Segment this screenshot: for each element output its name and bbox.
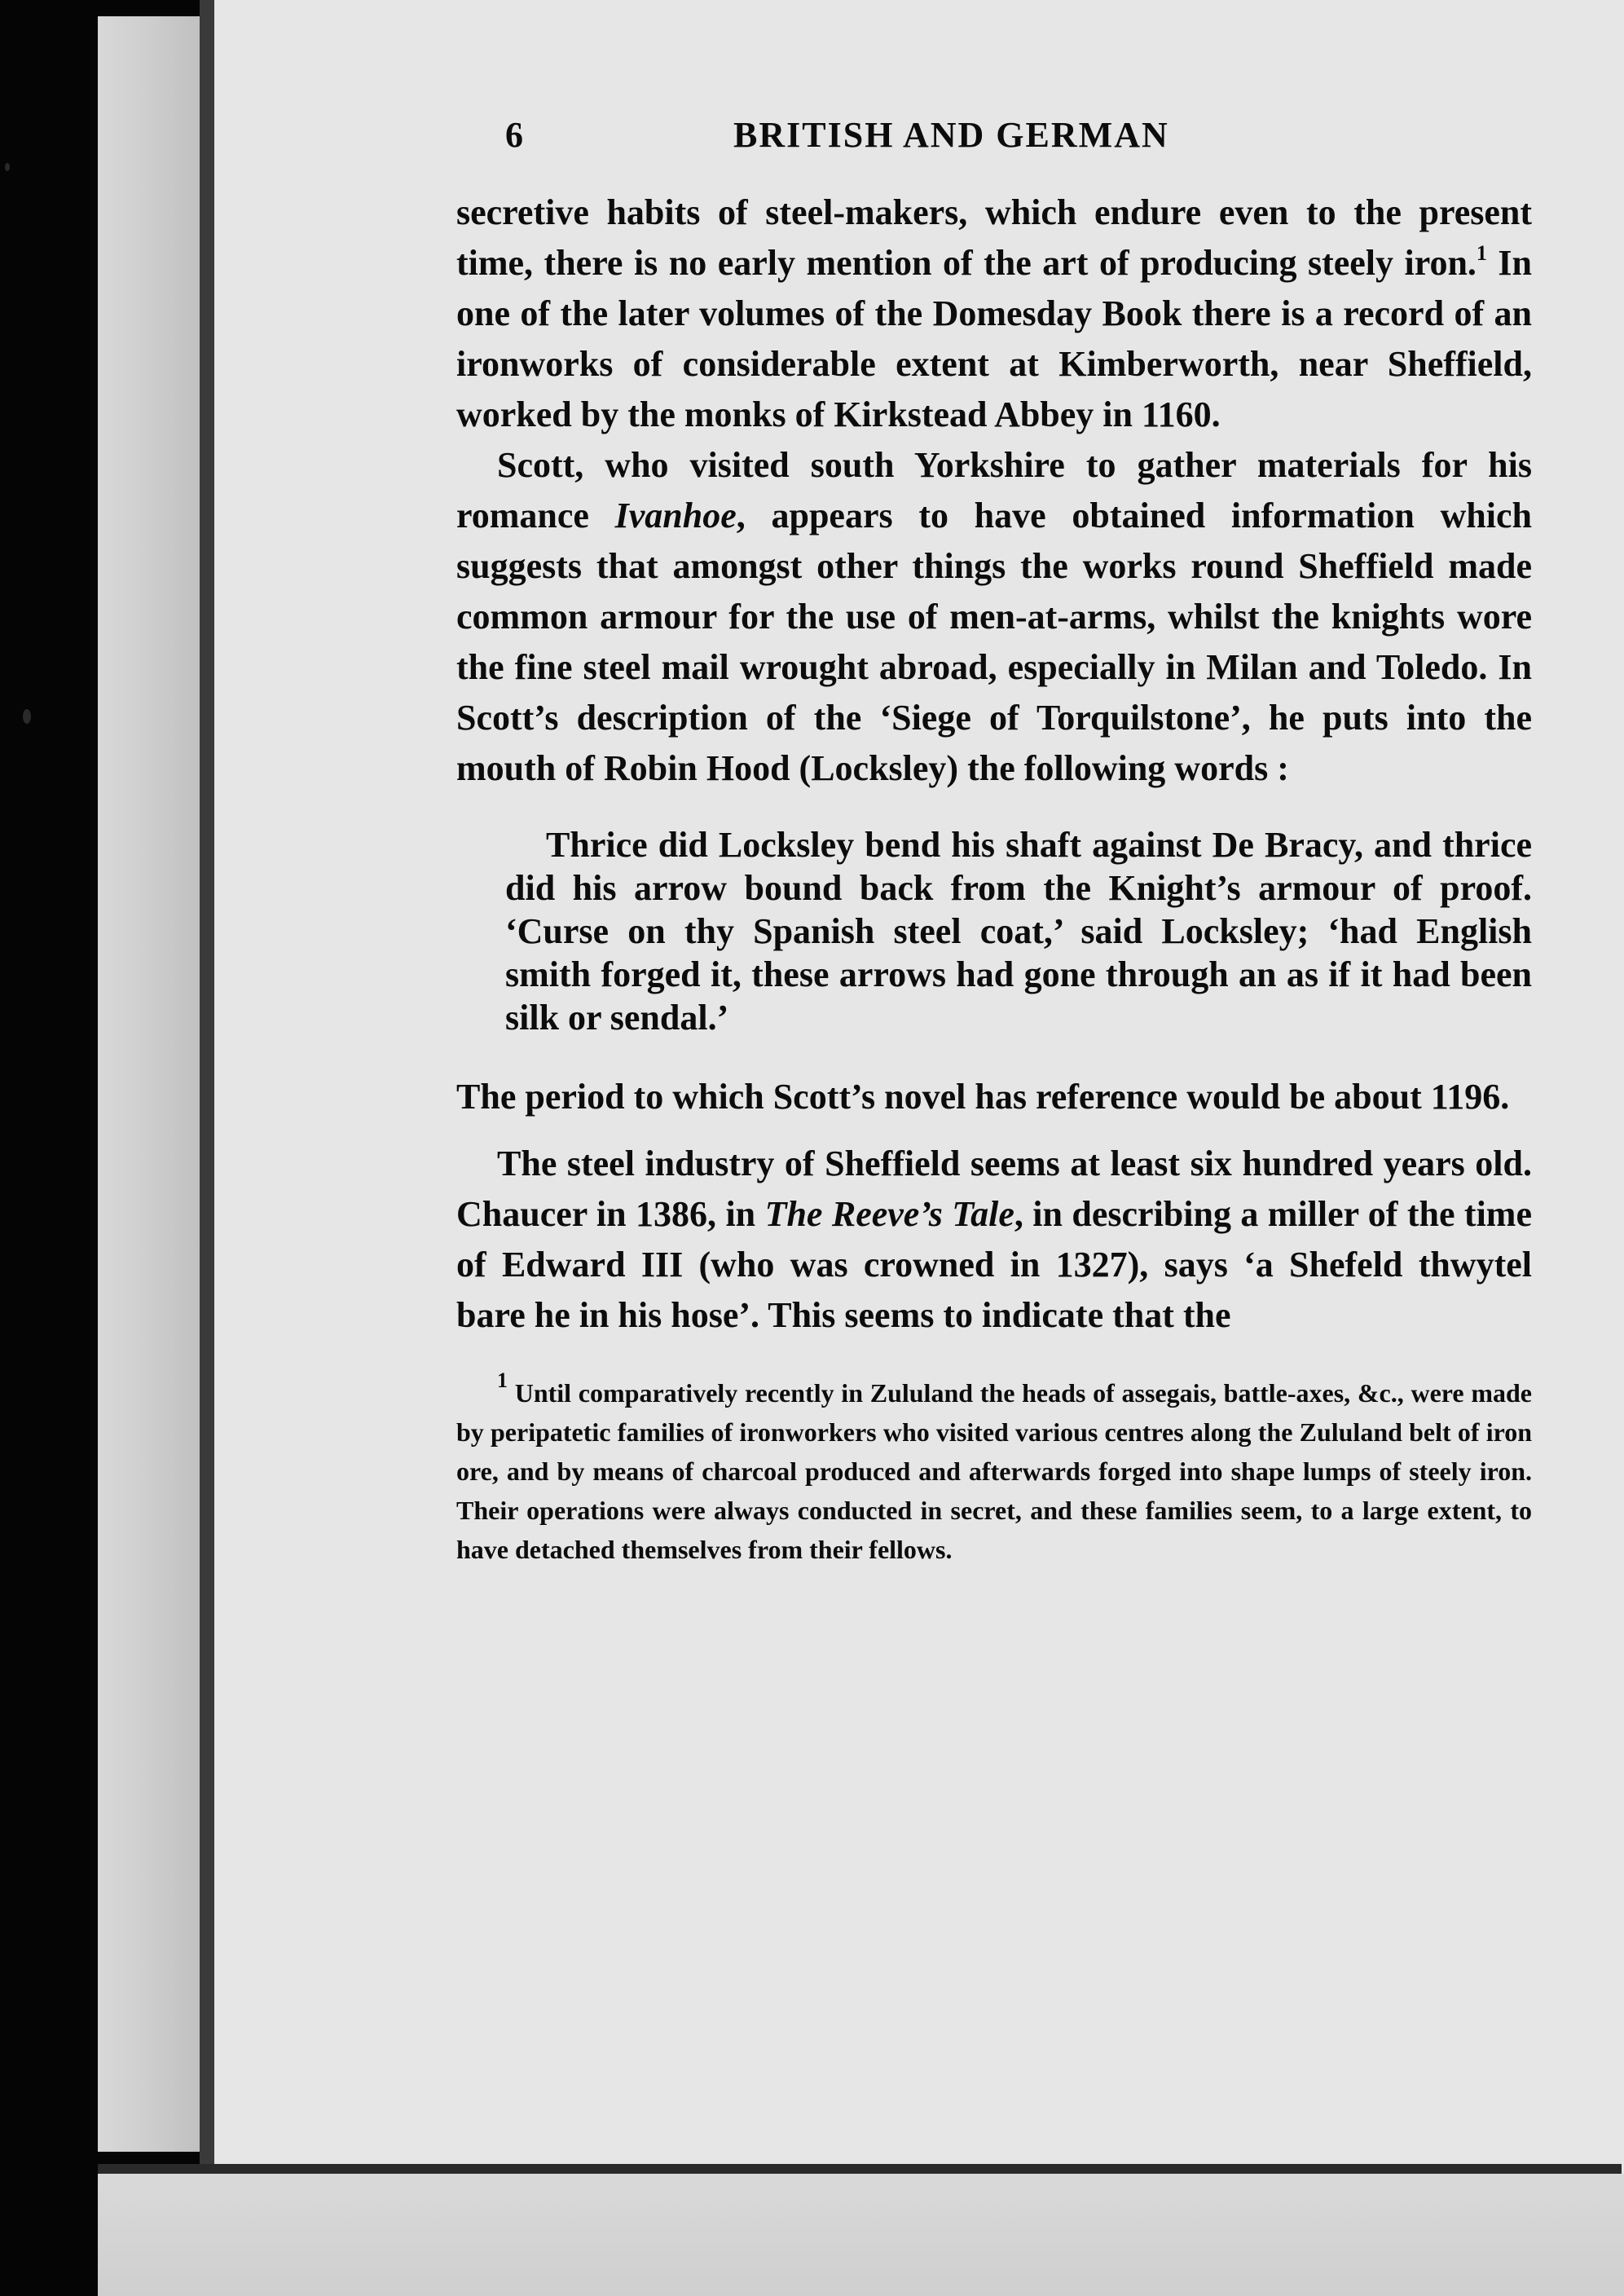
spacer (456, 1122, 1532, 1139)
footnote-text: Until comparatively recently in Zululand the heads of assegais, battle-axes, &c., were made by peripatetic families of ironworkers who visited various centres along the Zululand belt of iron ore, and by means of charcoal produced and afterwards forged into shape lumps of steely iron. Their operations were always conducted in secret, and these families seem, to a large extent, to have detached themselves from their fellows. (456, 1378, 1532, 1564)
paragraph-text: , appears to have obtained information which suggests that amongst other things the works round Sheffield made common armour for the use of men-at-arms, whilst the knights wore the fine steel mail wrought abroad, especially in Milan and Toledo. In Scott’s description of the ‘Siege of Torquilstone’, he puts into the mouth of Robin Hood (Locksley) the following words : (456, 496, 1532, 788)
page-header (456, 114, 1532, 187)
scan-speck (23, 709, 31, 724)
footnote-reference: 1 (1476, 241, 1487, 265)
paragraph (456, 440, 1532, 794)
paragraph-text: The steel industry of Sheffield seems at least six hundred years old. Chaucer in 1386, in (456, 1144, 1532, 1234)
footnote-marker: 1 (497, 1368, 508, 1392)
block-quote: Thrice did Locksley bend his shaft against De Bracy, and thrice did his arrow bound back from the Knight’s armour of proof. ‘Curse on thy Spanish steel coat,’ said Locksley; ‘had English smith forged it, these arrows had gone through an as if it had been silk or sendal.’ (505, 825, 1532, 1038)
paragraph-text: secretive habits of steel-makers, which endure even to the present time, there is no early mention of the art of producing steely iron. (456, 192, 1532, 283)
paragraph-text: In one of the later volumes of the Domesday Book there is a record of an ironworks of considerable extent at Kimberworth, near Sheffield, worked by the monks of Kirkstead Abbey in 1160. (456, 243, 1533, 434)
footnote (456, 1368, 1532, 1569)
page-content (456, 114, 1532, 1595)
paragraph: The period to which Scott’s novel has reference would be about 1196. (456, 1077, 1510, 1117)
page-underlay (98, 16, 212, 2152)
page-bottom-margin (98, 2174, 1624, 2296)
running-title: BRITISH AND GERMAN (733, 115, 1169, 155)
page-number: 6 (505, 115, 524, 155)
page-bottom-edge (98, 2164, 1622, 2174)
paragraph (456, 187, 1532, 440)
paragraph-text: , in describing a miller of the time of Edward III (who was crowned in 1327), says ‘a Shefeld thwytel bare he in his hose’. This seems to indicate that the (456, 1194, 1532, 1335)
italic-title: The Reeve’s Tale (764, 1194, 1014, 1234)
page-spine-edge (200, 0, 214, 2201)
paragraph (456, 1139, 1532, 1341)
italic-title: Ivanhoe (614, 496, 737, 535)
paragraph-text: Scott, who visited south Yorkshire to gather materials for his romance (456, 445, 1532, 535)
scan-speck (5, 163, 10, 171)
